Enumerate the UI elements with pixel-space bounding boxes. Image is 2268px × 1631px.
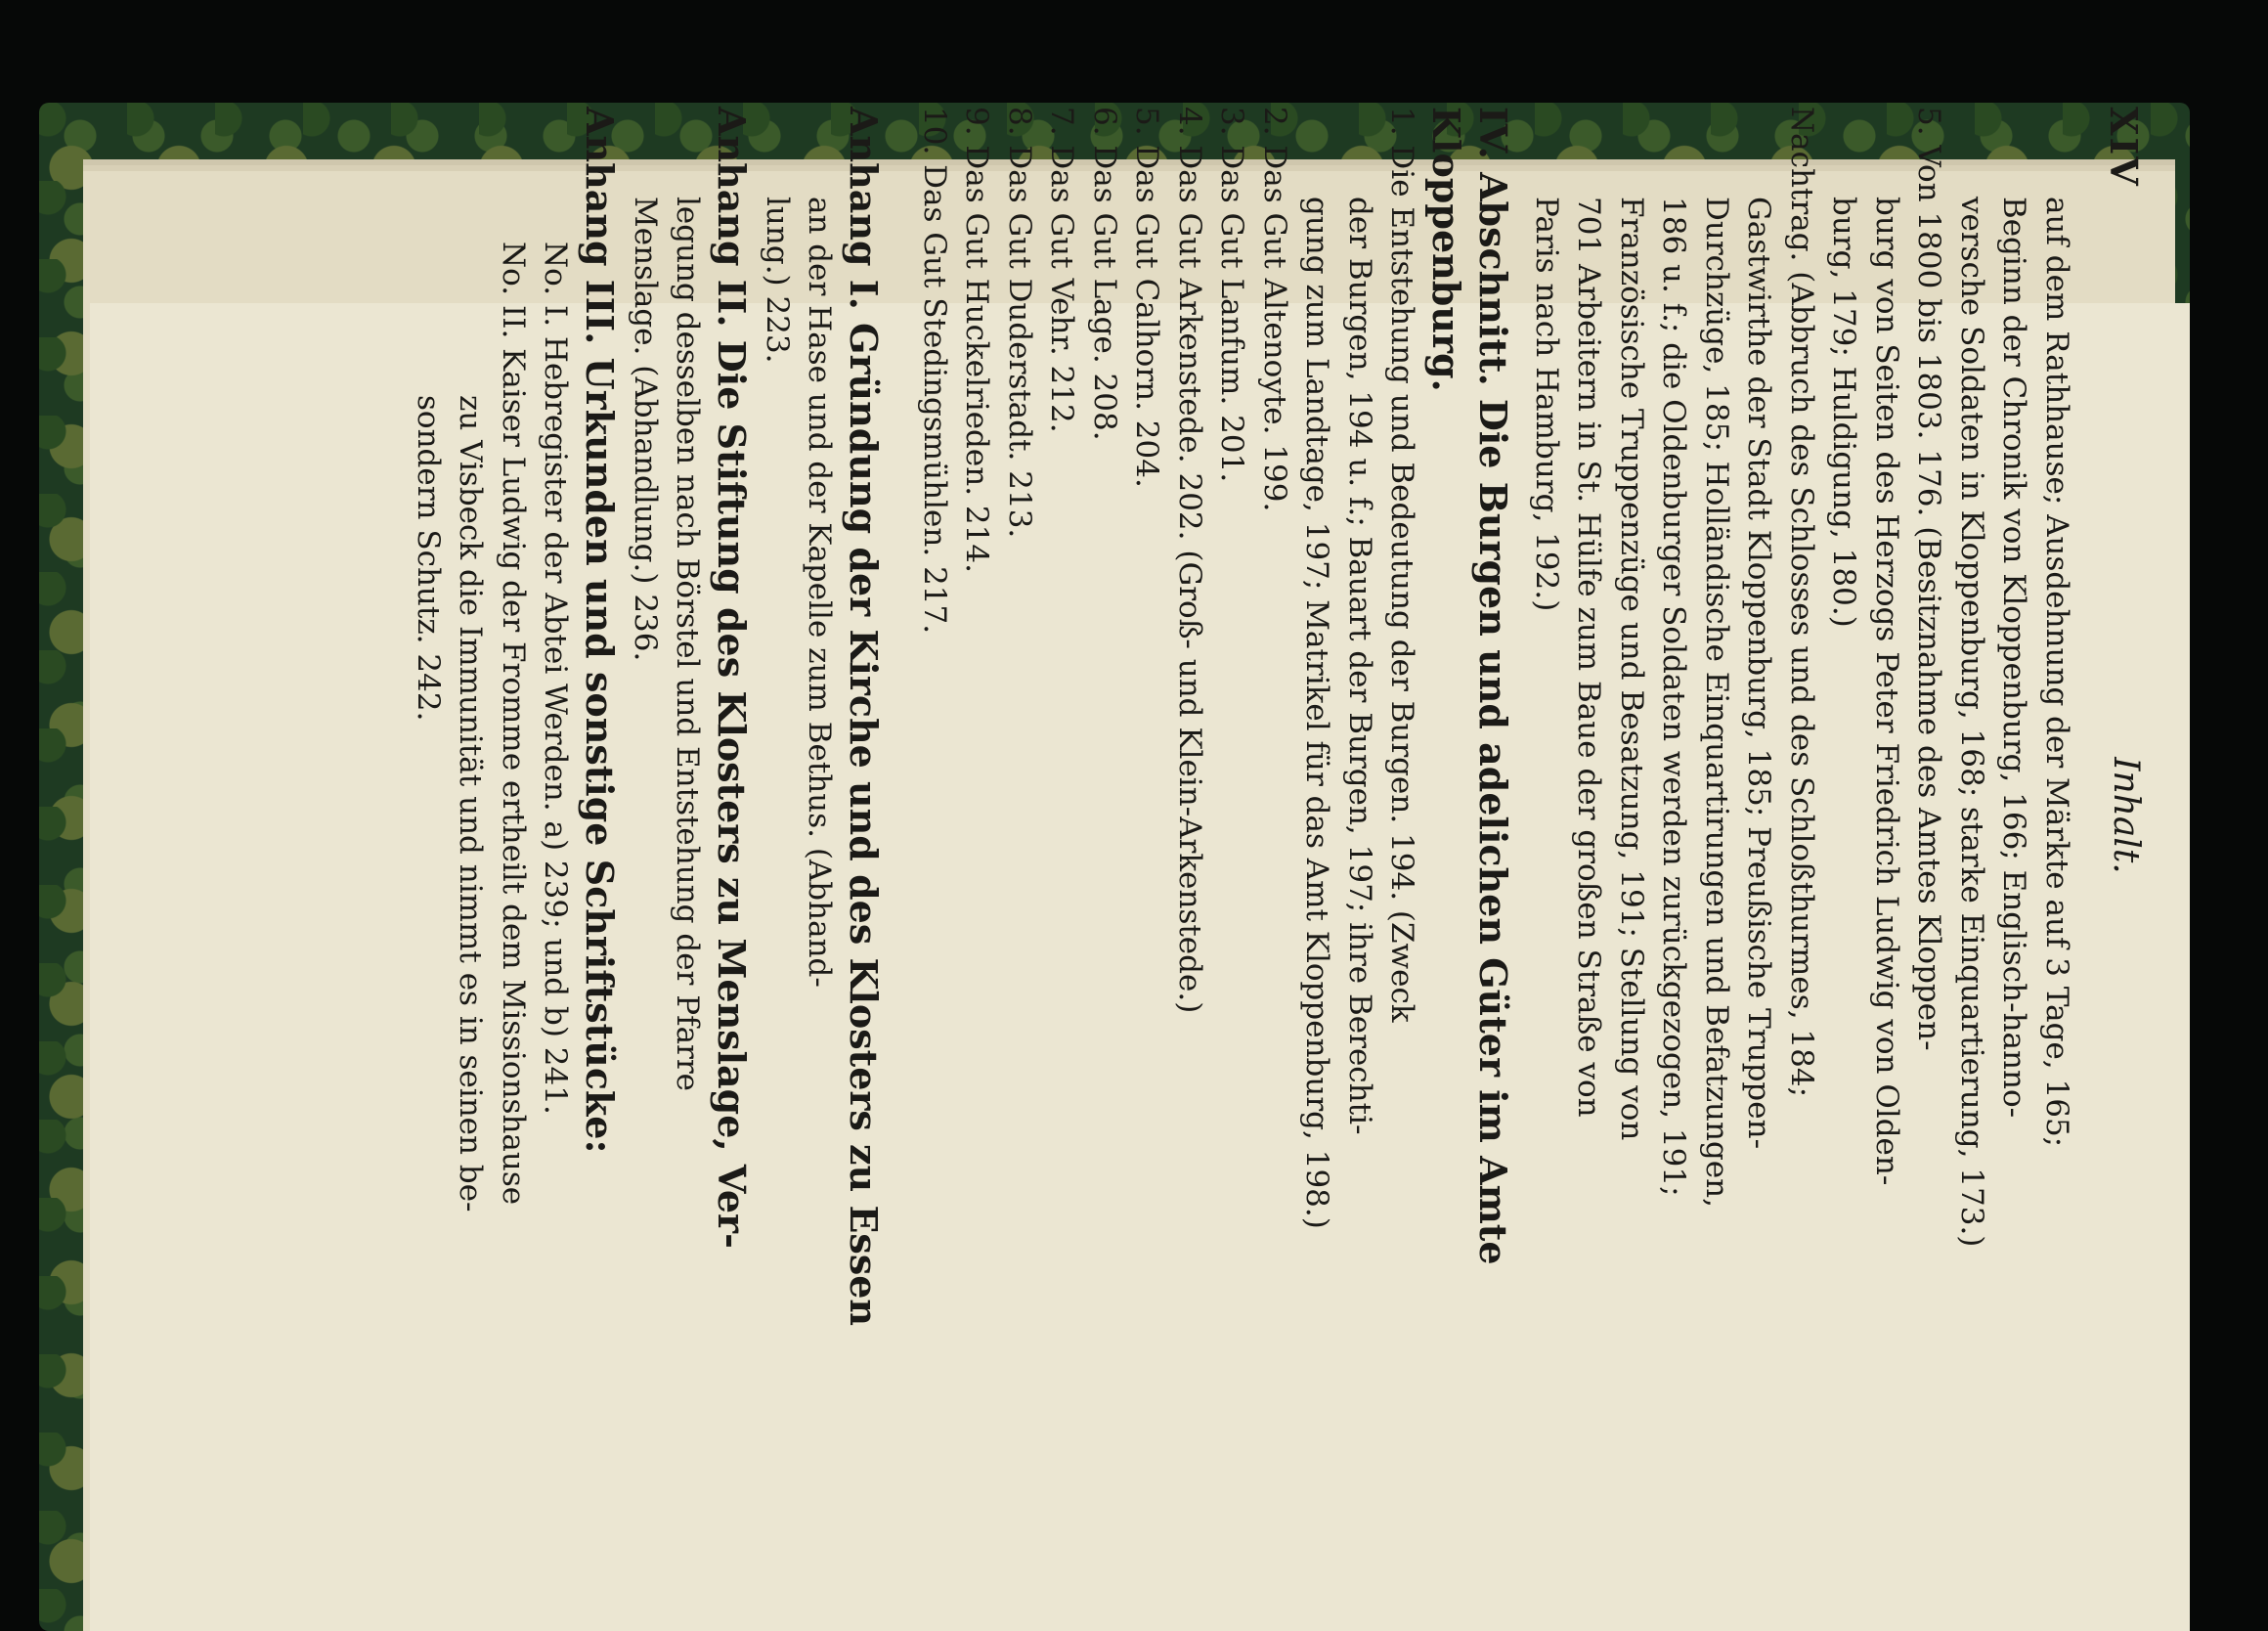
page-header (2077, 107, 2146, 1524)
toc-line: versche Soldaten in Kloppenburg, 168; starke Einquartierung, 173.) (1954, 197, 1989, 1248)
toc-line: burg von Seiten des Herzogs Peter Friedrich Ludwig von Olden- (1869, 197, 1904, 1186)
appendix-heading: Anhang I. Gründung der Kirche und des Klosters zu Essen (842, 107, 887, 1327)
appendix-heading: Anhang II. Die Stiftung des Klosters zu Menslage, Ver- (710, 107, 755, 1249)
toc-line: an der Hase und der Kapelle zum Bethus. (Abhand- (802, 197, 838, 988)
toc-line: 3. Das Gut Lanfum. 201. (1214, 107, 1250, 483)
toc-line: sondern Schutz. 242. (411, 395, 446, 722)
toc-line: No. I. Hebregister der Abtei Werden. a) 239; und b) 241. (538, 242, 574, 1115)
toc-line: 9. Das Gut Huckelrieden. 214. (959, 107, 995, 573)
toc-line: lung.) 223. (760, 197, 795, 364)
toc-line: Durchzüge, 185; Holländische Einquartirungen und Befatzungen, (1699, 197, 1734, 1208)
toc-line: No. II. Kaiser Ludwig der Fromme ertheilt dem Missionshause (496, 242, 531, 1206)
toc-line: 701 Arbeitern in St. Hülfe zum Baue der großen Straße von (1571, 197, 1607, 1118)
spacer (888, 107, 913, 1524)
appendix-heading: Anhang III. Urkunden und sonstige Schriftstücke: (578, 107, 623, 1154)
toc-line: 7. Das Gut Vehr. 212. (1044, 107, 1080, 433)
toc-line: auf dem Rathhause; Ausdehnung der Märkte auf 3 Tage, 165; (2039, 197, 2074, 1148)
toc-line: Paris nach Hamburg, 192.) (1529, 197, 1564, 612)
toc-line: 5. Von 1800 bis 1803. 176. (Besitznahme des Amtes Kloppen- (1911, 107, 1947, 1051)
toc-line: 6. Das Gut Lage. 208. (1087, 107, 1122, 441)
toc-line: 1. Die Entstehung und Bedeutung der Burgen. 194. (Zweck (1384, 107, 1420, 1023)
running-title: Inhalt. (2106, 757, 2146, 874)
toc-line: 8. Das Gut Duderstadt. 213. (1002, 107, 1037, 539)
toc-line: Gastwirthe der Stadt Kloppenburg, 185; Preußische Truppen- (1741, 197, 1777, 1150)
toc-line: der Burgen, 194 u. f.; Bauart der Burgen, 197; ihre Berechti- (1342, 197, 1377, 1135)
page-number: XIV (2102, 107, 2146, 188)
toc-line: burg, 179; Huldigung, 180.) (1826, 197, 1862, 628)
toc-line: 186 u. f.; die Oldenburger Soldaten werden zurückgezogen, 191; (1656, 197, 1692, 1197)
section-heading: IV. Abschnitt. Die Burgen und adelichen Güter im Amte (1471, 107, 1516, 1265)
toc-line: 10. Das Gut Stedingsmühlen. 217. (917, 107, 952, 635)
table-of-contents (44, 107, 2146, 1524)
toc-line: Menslage. (Abhandlung.) 236. (628, 197, 663, 662)
toc-line: 2. Das Gut Altenoyte. 199. (1257, 107, 1292, 512)
toc-line: gung zum Landtage, 197; Matrikel für das Amt Kloppenburg, 198.) (1299, 197, 1335, 1229)
toc-line: 4. Das Gut Arkenstede. 202. (Groß- und Klein-Arkenstede.) (1172, 107, 1207, 1014)
toc-line: 5. Das Gut Calhorn. 204. (1129, 107, 1165, 488)
toc-line: Französische Truppenzüge und Besatzung, 191; Stellung von (1614, 197, 1649, 1141)
toc-line: Nachtrag. (Abbruch des Schlosses und des Schloßthurmes, 184; (1784, 107, 1819, 1098)
toc-line: legung desselben nach Börstel und Entstehung der Pfarre (670, 197, 706, 1092)
toc-line: Beginn der Chronik von Kloppenburg, 166; Englisch-hanno- (1996, 197, 2032, 1119)
section-heading: Kloppenburg. (1424, 107, 1469, 392)
toc-line: zu Visbeck die Immunität und nimmt es in seinen be- (453, 395, 489, 1212)
